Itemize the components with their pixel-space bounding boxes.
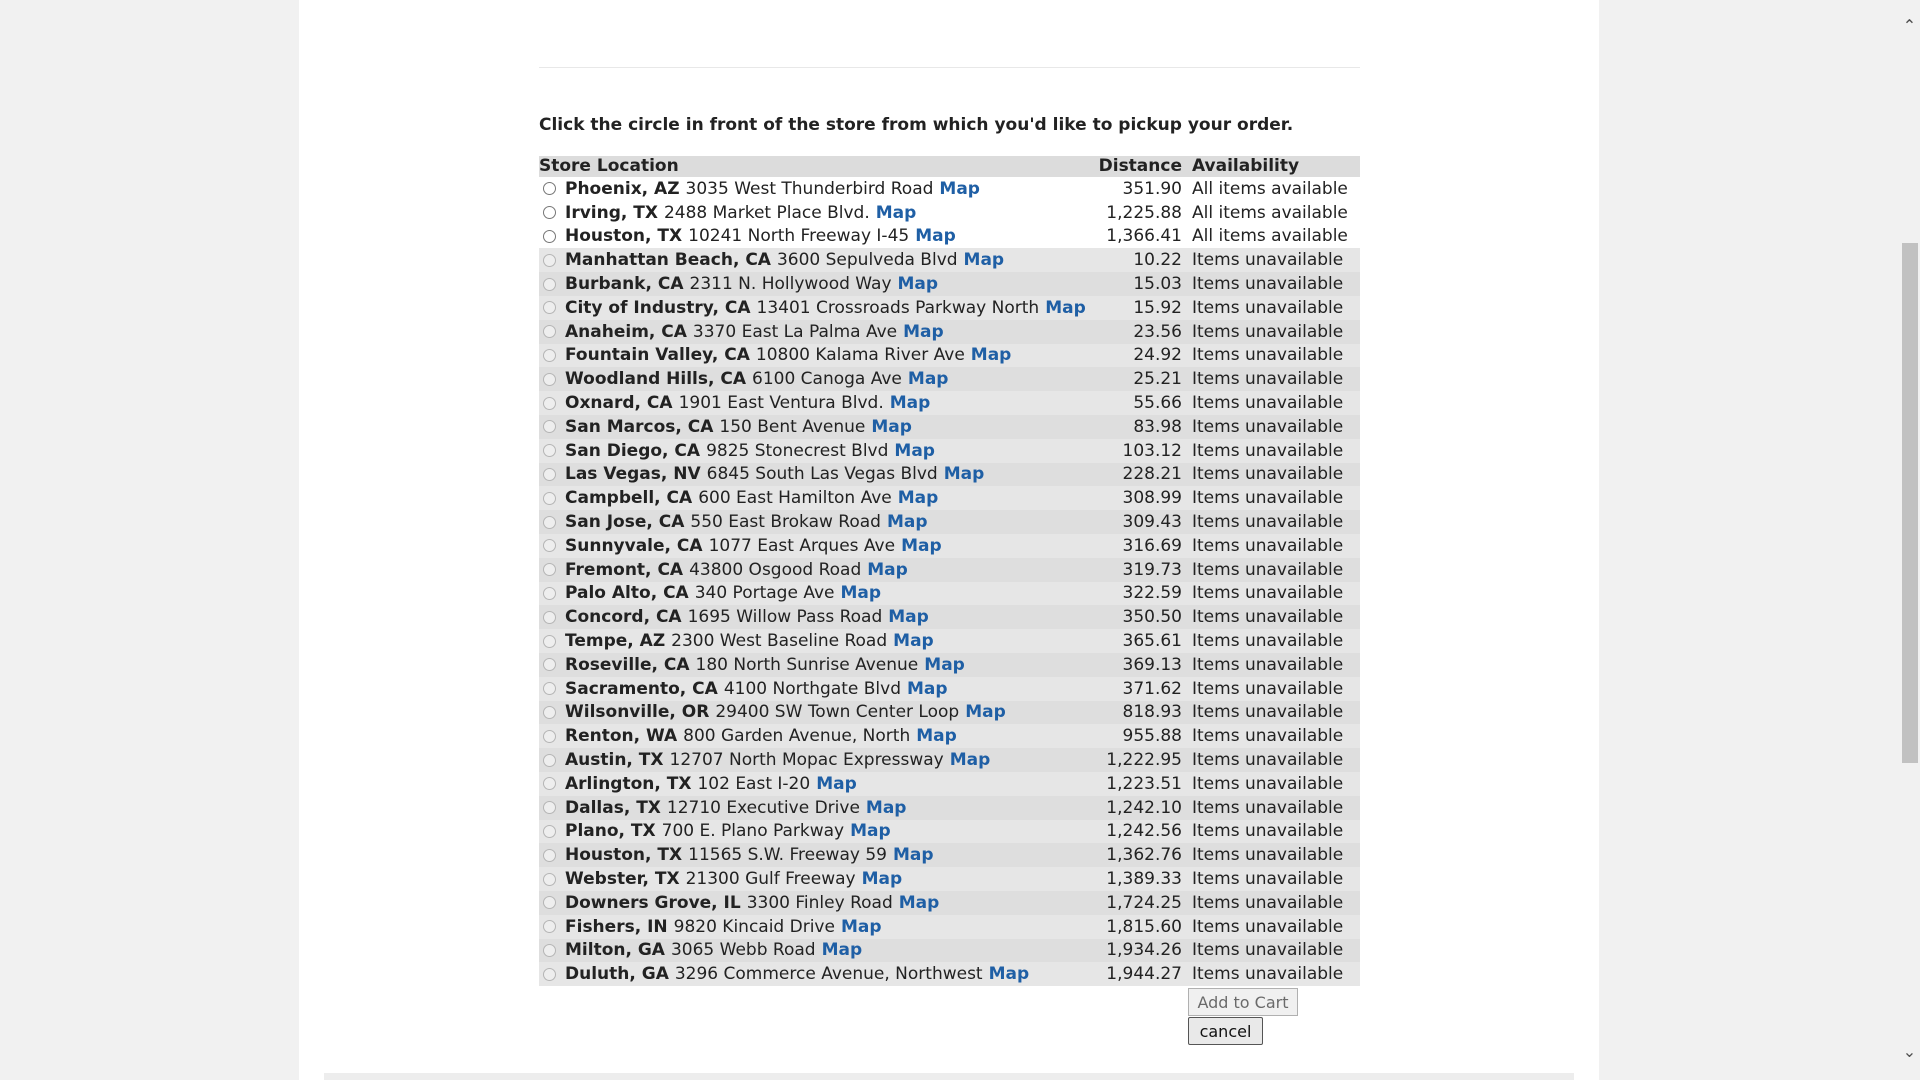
map-link[interactable]: Map	[949, 750, 991, 771]
store-availability: Items unavailable	[1192, 391, 1360, 415]
store-distance: 10.22	[1077, 248, 1182, 272]
map-link[interactable]: Map	[840, 916, 882, 937]
store-city: Houston, TX	[565, 226, 683, 247]
store-address: 700 E. Plano Parkway	[661, 821, 845, 842]
store-address: 1695 Willow Pass Road	[687, 607, 883, 628]
store-location-cell	[539, 843, 1077, 867]
store-availability: Items unavailable	[1192, 463, 1360, 487]
store-location-cell	[539, 510, 1077, 534]
map-link[interactable]: Map	[901, 535, 942, 556]
map-link[interactable]: Map	[889, 393, 931, 414]
store-location-cell	[539, 962, 1077, 986]
map-link[interactable]: Map	[892, 845, 934, 866]
table-row	[539, 391, 1360, 415]
store-city: Renton, WA	[565, 726, 678, 747]
chevron-down-icon[interactable]: ⌄	[1902, 1042, 1917, 1061]
store-address: 21300 Gulf Freeway	[685, 869, 856, 889]
store-city: Fountain Valley, CA	[565, 345, 750, 366]
page-content	[299, 0, 1599, 1080]
store-location-cell	[539, 439, 1077, 463]
map-link[interactable]: Map	[861, 869, 903, 889]
table-row	[539, 724, 1360, 748]
table-row	[539, 558, 1360, 582]
store-availability: Items unavailable	[1192, 248, 1360, 272]
store-distance: 1,242.10	[1077, 796, 1182, 820]
table-row	[539, 796, 1360, 820]
store-distance: 24.92	[1077, 344, 1182, 368]
store-address: 180 North Sunrise Avenue	[695, 654, 919, 675]
table-row	[539, 701, 1360, 725]
store-address: 1901 East Ventura Blvd.	[678, 393, 884, 414]
store-distance: 83.98	[1077, 415, 1182, 439]
store-distance: 1,366.41	[1077, 225, 1182, 249]
header-store-location: Store Location	[539, 156, 1077, 177]
store-city: Anaheim, CA	[565, 321, 687, 342]
chevron-up-icon[interactable]: ⌃	[1902, 16, 1917, 35]
store-address: 2311 N. Hollywood Way	[689, 274, 892, 295]
store-radio	[543, 968, 556, 981]
store-city: Houston, TX	[565, 845, 683, 866]
table-row	[539, 748, 1360, 772]
store-radio	[543, 301, 556, 314]
store-address: 29400 SW Town Center Loop	[715, 702, 960, 723]
store-availability: Items unavailable	[1192, 772, 1360, 796]
map-link[interactable]: Map	[965, 702, 1006, 723]
store-city: Fremont, CA	[565, 559, 684, 580]
store-distance: 309.43	[1077, 510, 1182, 534]
store-distance: 1,362.76	[1077, 843, 1182, 867]
table-row	[539, 867, 1360, 891]
map-link[interactable]: Map	[915, 226, 956, 247]
store-address: 6100 Canoga Ave	[752, 369, 902, 390]
store-availability: Items unavailable	[1192, 629, 1360, 653]
store-distance: 55.66	[1077, 391, 1182, 415]
table-row	[539, 772, 1360, 796]
map-link[interactable]: Map	[871, 416, 912, 437]
map-link[interactable]: Map	[907, 678, 948, 699]
store-address: 340 Portage Ave	[694, 583, 835, 604]
store-distance: 15.92	[1077, 296, 1182, 320]
store-availability: Items unavailable	[1192, 843, 1360, 867]
store-location-cell	[539, 796, 1077, 820]
table-row	[539, 843, 1360, 867]
map-link[interactable]: Map	[816, 773, 857, 794]
store-radio	[543, 682, 556, 695]
store-distance: 369.13	[1077, 653, 1182, 677]
map-link[interactable]: Map	[897, 274, 939, 295]
map-link[interactable]: Map	[886, 512, 928, 533]
map-link[interactable]: Map	[924, 654, 965, 675]
store-city: Manhattan Beach, CA	[565, 250, 771, 271]
store-availability: Items unavailable	[1192, 962, 1360, 986]
store-city: Milton, GA	[565, 940, 665, 961]
store-location-cell	[539, 272, 1077, 296]
store-address: 6845 South Las Vegas Blvd	[706, 464, 938, 485]
map-link[interactable]: Map	[821, 940, 863, 961]
table-row	[539, 439, 1360, 463]
store-availability: Items unavailable	[1192, 796, 1360, 820]
store-availability: Items unavailable	[1192, 367, 1360, 391]
store-availability: Items unavailable	[1192, 272, 1360, 296]
store-availability: All items available	[1192, 225, 1360, 249]
store-distance: 818.93	[1077, 701, 1182, 725]
store-radio	[543, 325, 556, 338]
store-city: City of Industry, CA	[565, 297, 751, 318]
table-row	[539, 582, 1360, 606]
store-distance: 1,242.56	[1077, 820, 1182, 844]
store-address: 150 Bent Avenue	[719, 416, 866, 437]
store-distance: 1,222.95	[1077, 748, 1182, 772]
table-row	[539, 463, 1360, 487]
store-radio	[543, 777, 556, 790]
store-availability: Items unavailable	[1192, 296, 1360, 320]
store-radio	[543, 397, 556, 410]
store-address: 3296 Commerce Avenue, Northwest	[674, 964, 983, 985]
store-radio	[543, 635, 556, 648]
store-radio	[543, 468, 556, 481]
store-radio	[543, 349, 556, 362]
table-row	[539, 891, 1360, 915]
store-radio	[543, 730, 556, 743]
store-location-cell	[539, 629, 1077, 653]
store-location-cell	[539, 177, 1077, 201]
map-link[interactable]: Map	[943, 464, 985, 485]
map-link[interactable]: Map	[840, 583, 882, 604]
scrollbar-thumb[interactable]	[1902, 243, 1918, 763]
store-location-cell	[539, 320, 1077, 344]
store-city: Tempe, AZ	[565, 631, 666, 652]
store-distance: 15.03	[1077, 272, 1182, 296]
store-distance: 228.21	[1077, 463, 1182, 487]
store-location-cell	[539, 296, 1086, 320]
store-radio	[543, 492, 556, 505]
table-row	[539, 939, 1360, 963]
store-address: 12707 North Mopac Expressway	[669, 750, 944, 771]
store-distance: 322.59	[1077, 582, 1182, 606]
table-row[interactable]	[539, 177, 1360, 201]
store-availability: Items unavailable	[1192, 939, 1360, 963]
store-radio	[543, 801, 556, 814]
store-distance: 1,815.60	[1077, 915, 1182, 939]
map-link[interactable]: Map	[893, 631, 934, 652]
store-availability: Items unavailable	[1192, 867, 1360, 891]
map-link[interactable]: Map	[988, 964, 1030, 985]
table-row	[539, 367, 1360, 391]
store-city: Dallas, TX	[565, 797, 661, 818]
table-row	[539, 820, 1360, 844]
store-distance: 1,223.51	[1077, 772, 1182, 796]
store-location-cell	[539, 748, 1077, 772]
store-address: 2300 West Baseline Road	[671, 631, 888, 652]
store-city: Palo Alto, CA	[565, 583, 689, 604]
store-city: Campbell, CA	[565, 488, 693, 509]
pickup-instruction: Click the circle in front of the store from which you'd like to pickup your order.	[539, 115, 1294, 135]
store-radio	[543, 825, 556, 838]
table-row	[539, 653, 1360, 677]
map-link[interactable]: Map	[970, 345, 1012, 366]
store-location-cell	[539, 724, 1077, 748]
store-distance: 350.50	[1077, 605, 1182, 629]
table-row	[539, 248, 1360, 272]
store-location-cell	[539, 391, 1077, 415]
map-link[interactable]: Map	[894, 440, 935, 461]
add-to-cart-button[interactable]: Add to Cart	[1188, 988, 1298, 1016]
store-radio	[543, 944, 556, 957]
store-address: 600 East Hamilton Ave	[698, 488, 892, 509]
table-header-row	[539, 156, 1360, 177]
table-row	[539, 415, 1360, 439]
store-city: Concord, CA	[565, 607, 682, 628]
store-location-cell	[539, 677, 1077, 701]
store-location-cell	[539, 867, 1077, 891]
store-radio[interactable]	[543, 182, 556, 195]
store-city: San Marcos, CA	[565, 416, 714, 437]
store-address: 3370 East La Palma Ave	[692, 321, 898, 342]
store-availability: Items unavailable	[1192, 891, 1360, 915]
store-location-cell	[539, 248, 1077, 272]
store-availability: Items unavailable	[1192, 439, 1360, 463]
store-address: 1077 East Arques Ave	[708, 535, 896, 556]
store-radio	[543, 373, 556, 386]
table-row	[539, 510, 1360, 534]
store-availability: Items unavailable	[1192, 701, 1360, 725]
store-city: Sunnyvale, CA	[565, 535, 703, 556]
map-link[interactable]: Map	[907, 369, 949, 390]
store-city: Wilsonville, OR	[565, 702, 710, 723]
store-availability: Items unavailable	[1192, 344, 1360, 368]
store-address: 10800 Kalama River Ave	[755, 345, 965, 366]
store-city: Webster, TX	[565, 869, 680, 889]
store-city: Plano, TX	[565, 821, 656, 842]
store-location-cell	[539, 605, 1077, 629]
store-address: 12710 Executive Drive	[666, 797, 860, 818]
store-city: Irving, TX	[565, 202, 658, 223]
store-availability: All items available	[1192, 177, 1360, 201]
table-row	[539, 272, 1360, 296]
store-radio	[543, 516, 556, 529]
table-row	[539, 677, 1360, 701]
store-radio	[543, 539, 556, 552]
store-distance: 316.69	[1077, 534, 1182, 558]
store-address: 4100 Northgate Blvd	[723, 678, 902, 699]
store-distance: 1,944.27	[1077, 962, 1182, 986]
store-availability: Items unavailable	[1192, 320, 1360, 344]
map-link[interactable]: Map	[939, 178, 980, 199]
store-city: Las Vegas, NV	[565, 464, 701, 485]
store-distance: 1,389.33	[1077, 867, 1182, 891]
store-radio	[543, 420, 556, 433]
store-distance: 23.56	[1077, 320, 1182, 344]
store-radio	[543, 920, 556, 933]
store-radio	[543, 849, 556, 862]
store-availability: Items unavailable	[1192, 605, 1360, 629]
table-row	[539, 915, 1360, 939]
table-row	[539, 962, 1360, 986]
store-location-cell	[539, 415, 1077, 439]
store-radio	[543, 611, 556, 624]
store-location-cell	[539, 939, 1077, 963]
store-availability: Items unavailable	[1192, 510, 1360, 534]
store-availability: Items unavailable	[1192, 582, 1360, 606]
store-distance: 1,225.88	[1077, 201, 1182, 225]
store-distance: 1,934.26	[1077, 939, 1182, 963]
store-availability: Items unavailable	[1192, 820, 1360, 844]
footer-bar	[324, 1073, 1574, 1080]
store-distance: 371.62	[1077, 677, 1182, 701]
store-location-cell	[539, 820, 1077, 844]
store-city: Arlington, TX	[565, 773, 692, 794]
map-link[interactable]: Map	[875, 202, 917, 223]
store-address: 13401 Crossroads Parkway North	[756, 297, 1040, 318]
store-radio	[543, 873, 556, 886]
table-row	[539, 629, 1360, 653]
store-address: 3065 Webb Road	[670, 940, 816, 961]
map-link[interactable]: Map	[865, 797, 907, 818]
table-row[interactable]	[539, 201, 1360, 225]
store-location-cell	[539, 701, 1077, 725]
store-radio	[543, 754, 556, 767]
store-radio	[543, 444, 556, 457]
store-location-cell	[539, 225, 1077, 249]
store-location-cell	[539, 772, 1077, 796]
store-address: 11565 S.W. Freeway 59	[688, 845, 887, 866]
store-radio	[543, 278, 556, 291]
store-availability: Items unavailable	[1192, 748, 1360, 772]
store-location-cell	[539, 201, 1077, 225]
store-location-cell	[539, 486, 1077, 510]
store-distance: 1,724.25	[1077, 891, 1182, 915]
store-address: 43800 Osgood Road	[689, 559, 862, 580]
header-distance: Distance	[1077, 156, 1182, 177]
store-radio	[543, 706, 556, 719]
store-city: Sacramento, CA	[565, 678, 718, 699]
map-link[interactable]: Map	[963, 250, 1005, 271]
store-distance: 25.21	[1077, 367, 1182, 391]
store-radio	[543, 658, 556, 671]
table-row	[539, 320, 1360, 344]
store-location-table	[539, 156, 1360, 986]
store-address: 550 East Brokaw Road	[690, 512, 881, 533]
store-radio	[543, 587, 556, 600]
table-row[interactable]	[539, 225, 1360, 249]
store-distance: 103.12	[1077, 439, 1182, 463]
store-address: 9820 Kincaid Drive	[673, 916, 835, 937]
store-distance: 308.99	[1077, 486, 1182, 510]
store-location-cell	[539, 558, 1077, 582]
store-city: San Diego, CA	[565, 440, 701, 461]
store-radio[interactable]	[543, 206, 556, 219]
store-address: 3300 Finley Road	[746, 892, 893, 913]
store-location-cell	[539, 915, 1077, 939]
map-link[interactable]: Map	[916, 726, 957, 747]
store-address: 9825 Stonecrest Blvd	[706, 440, 889, 461]
store-distance: 955.88	[1077, 724, 1182, 748]
store-availability: Items unavailable	[1192, 915, 1360, 939]
store-location-cell	[539, 463, 1077, 487]
store-location-cell	[539, 534, 1077, 558]
store-address: 800 Garden Avenue, North	[683, 726, 911, 747]
store-city: Oxnard, CA	[565, 393, 673, 414]
map-link[interactable]: Map	[850, 821, 891, 842]
map-link[interactable]: Map	[867, 559, 908, 580]
store-availability: Items unavailable	[1192, 415, 1360, 439]
store-city: Duluth, GA	[565, 964, 669, 985]
store-location-cell	[539, 367, 1077, 391]
store-address: 2488 Market Place Blvd.	[663, 202, 870, 223]
store-city: Burbank, CA	[565, 274, 684, 295]
store-availability: Items unavailable	[1192, 677, 1360, 701]
cancel-button[interactable]: cancel	[1188, 1017, 1263, 1045]
store-radio	[543, 896, 556, 909]
store-location-cell	[539, 582, 1077, 606]
map-link[interactable]: Map	[903, 321, 944, 342]
store-address: 10241 North Freeway I-45	[688, 226, 910, 247]
store-availability: Items unavailable	[1192, 534, 1360, 558]
store-radio	[543, 254, 556, 267]
table-row	[539, 605, 1360, 629]
store-city: Roseville, CA	[565, 654, 690, 675]
store-city: Austin, TX	[565, 750, 664, 771]
map-link[interactable]: Map	[897, 488, 939, 509]
store-location-cell	[539, 891, 1077, 915]
store-availability: All items available	[1192, 201, 1360, 225]
store-location-cell	[539, 653, 1077, 677]
store-radio[interactable]	[543, 230, 556, 243]
store-radio	[543, 563, 556, 576]
store-availability: Items unavailable	[1192, 486, 1360, 510]
store-address: 3035 West Thunderbird Road	[685, 178, 934, 199]
store-city: Woodland Hills, CA	[565, 369, 746, 390]
store-city: Fishers, IN	[565, 916, 668, 937]
store-availability: Items unavailable	[1192, 653, 1360, 677]
table-row	[539, 486, 1360, 510]
store-distance: 319.73	[1077, 558, 1182, 582]
store-address: 102 East I-20	[697, 773, 811, 794]
header-availability: Availability	[1192, 156, 1360, 177]
store-city: Phoenix, AZ	[565, 178, 680, 199]
store-distance: 351.90	[1077, 177, 1182, 201]
store-location-cell	[539, 344, 1077, 368]
map-link[interactable]: Map	[888, 607, 929, 628]
store-availability: Items unavailable	[1192, 558, 1360, 582]
table-row	[539, 344, 1360, 368]
divider	[539, 67, 1360, 68]
store-city: San Jose, CA	[565, 512, 685, 533]
table-row	[539, 296, 1360, 320]
store-distance: 365.61	[1077, 629, 1182, 653]
store-city: Downers Grove, IL	[565, 892, 741, 913]
map-link[interactable]: Map	[1045, 297, 1086, 318]
store-address: 3600 Sepulveda Blvd	[776, 250, 958, 271]
table-row	[539, 534, 1360, 558]
store-availability: Items unavailable	[1192, 724, 1360, 748]
map-link[interactable]: Map	[898, 892, 940, 913]
